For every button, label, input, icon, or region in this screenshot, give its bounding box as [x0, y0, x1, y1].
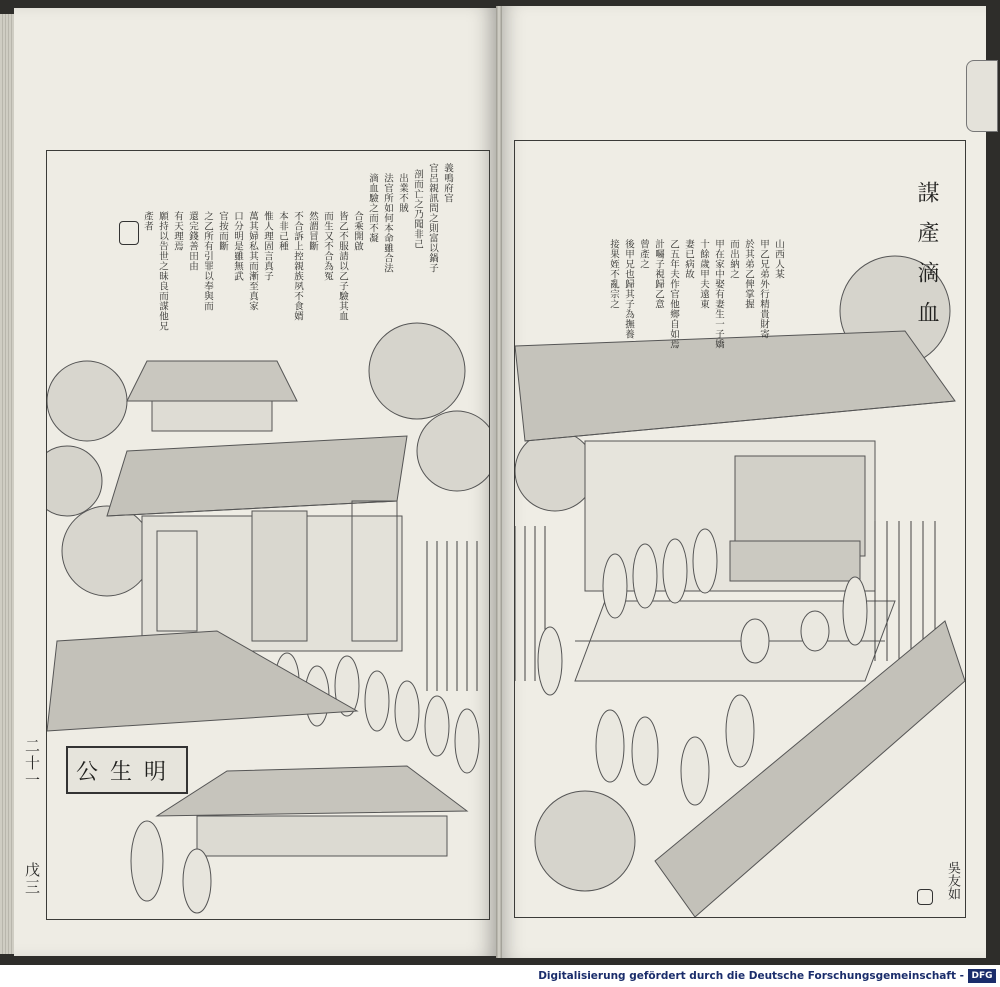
text-col: 接果姪不亂宗之 — [608, 239, 619, 309]
illustration-title: 謀產滴血 — [914, 181, 939, 341]
text-col: 不合訴上控親族夙不食婿 — [292, 211, 303, 321]
text-col: 官按而斷 — [217, 211, 228, 251]
text-col: 然謂冒斷 — [307, 211, 318, 251]
text-col: 剖而亡之乃聞非己 — [412, 169, 423, 249]
text-col: 而生又不合為冤 — [322, 211, 333, 281]
text-col: 惟人理固言真子 — [262, 211, 273, 281]
text-col: 合乘開啟 — [352, 211, 363, 251]
text-col: 本非己種 — [277, 211, 288, 251]
text-col: 十餘歲甲夫遠東 — [698, 239, 709, 309]
left-illustration — [46, 150, 490, 920]
text-col: 甲乙兄弟外行精貴財寄 — [758, 239, 769, 339]
text-col: 官呂親訊問之則富以鍋子 — [427, 163, 438, 273]
right-illustration-drawing — [515, 141, 965, 917]
text-col: 曾產之 — [638, 239, 649, 269]
book-gutter — [496, 6, 502, 958]
bookmark-tab — [966, 60, 998, 132]
text-col: 之乙所有引罪以奉與而 — [202, 211, 213, 311]
seal-stamp — [119, 221, 139, 245]
dfg-logo: DFG — [968, 969, 996, 983]
text-col: 口分明是雖無武 — [232, 211, 243, 281]
text-col: 妻已病故 — [683, 239, 694, 279]
text-col: 願持以告世之昧良而謀他兄 — [157, 211, 168, 331]
text-col: 義鳴府官 — [442, 163, 453, 203]
text-col: 甲在家中娶有妻生一子嬌 — [713, 239, 724, 349]
artist-signature: 吳友如 — [945, 861, 960, 900]
text-col: 乙五年夫作官他鄉自如焉 — [668, 239, 679, 349]
right-illustration — [514, 140, 966, 918]
footer-bar — [0, 965, 1000, 987]
text-col: 出業不賊 — [397, 173, 408, 213]
text-col: 後甲兄也歸其子為撫養 — [623, 239, 634, 339]
text-col: 有天理焉 — [172, 211, 183, 251]
text-col: 於其弟乙俾掌握 — [743, 239, 754, 309]
page-code: 戊三 — [23, 862, 41, 896]
text-col: 滴血驗之而不凝 — [367, 173, 378, 243]
signboard — [66, 746, 188, 794]
text-col: 萬其婦私其而漸至真家 — [247, 211, 258, 311]
text-col: 法官所如何本命雖合法 — [382, 173, 393, 273]
text-col: 山西人某 — [773, 239, 784, 279]
text-col: 而出納之 — [728, 239, 739, 279]
text-col: 還完錢善田由 — [187, 211, 198, 271]
funding-credit: Digitalisierung gefördert durch die Deutsche Forschungsgemeinschaft - — [538, 970, 964, 982]
text-col: 皆乙不服請以乙子驗其血 — [337, 211, 348, 321]
text-col: 產者 — [142, 211, 153, 231]
signboard-text: 公生明 — [75, 759, 178, 785]
text-col: 計囑子視歸乙意 — [653, 239, 664, 309]
page-number: 二十一 — [23, 738, 41, 789]
artist-seal — [917, 889, 933, 905]
